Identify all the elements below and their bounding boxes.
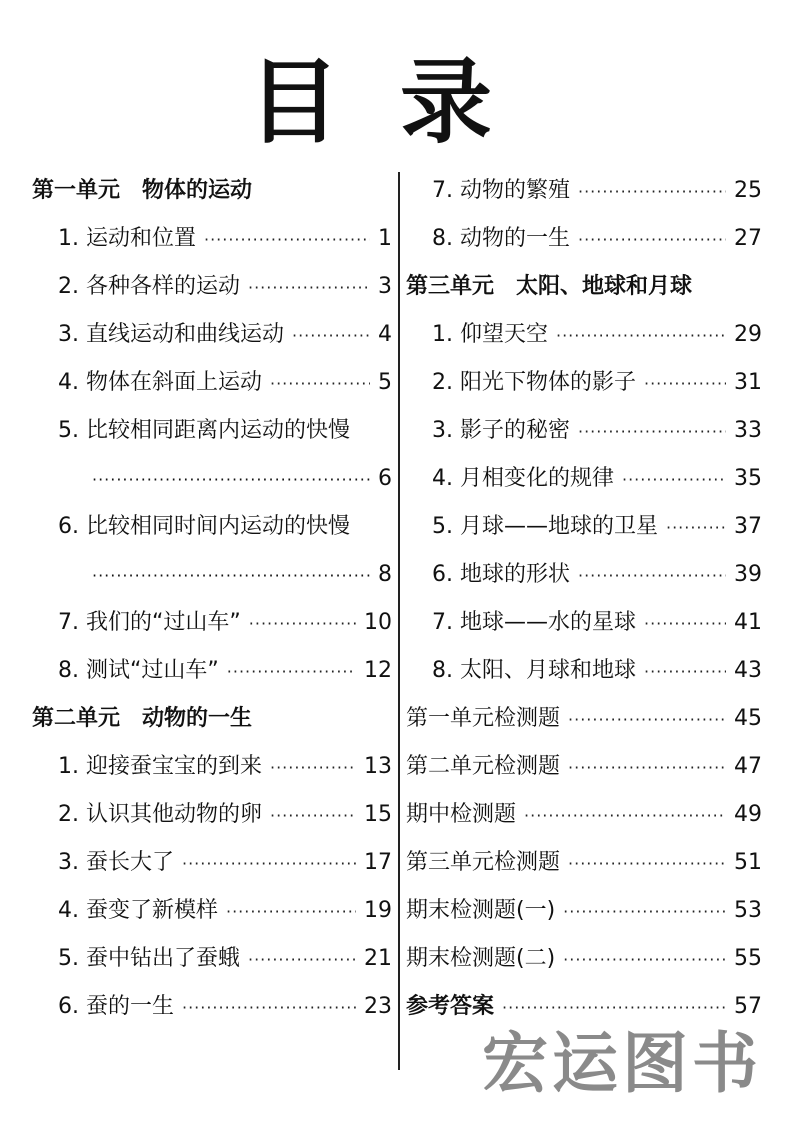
toc-entry[interactable] xyxy=(406,652,762,700)
leader-dots xyxy=(270,797,356,835)
toc-entry-page: 10 xyxy=(364,610,392,635)
column-divider xyxy=(398,172,400,1070)
toc-entry-label: 第二单元检测题 xyxy=(406,754,561,779)
toc-entry-label: 2. 阳光下物体的影子 xyxy=(432,370,636,395)
toc-entry-label: 4. 月相变化的规律 xyxy=(432,466,614,491)
leader-dots xyxy=(270,365,370,403)
toc-entry-page: 8 xyxy=(378,562,392,587)
toc-entry-label: 6. 蚕的一生 xyxy=(58,994,174,1019)
leader-dots xyxy=(568,701,726,739)
leader-dots xyxy=(248,941,356,979)
leader-dots xyxy=(578,557,726,595)
toc-entry-page: 47 xyxy=(734,754,762,779)
toc-entry-page: 29 xyxy=(734,322,762,347)
toc-right-column xyxy=(406,172,762,1036)
toc-entry-page: 41 xyxy=(734,610,762,635)
toc-entry[interactable] xyxy=(32,988,392,1036)
toc-entry-label: 7. 我们的“过山车” xyxy=(58,610,241,635)
toc-entry[interactable] xyxy=(32,796,392,844)
toc-entry[interactable] xyxy=(406,460,762,508)
toc-entry[interactable] xyxy=(406,364,762,412)
toc-entry[interactable] xyxy=(32,652,392,700)
toc-entry-page: 6 xyxy=(378,466,392,491)
toc-entry-label: 8. 动物的一生 xyxy=(432,226,570,251)
leader-dots xyxy=(182,845,356,883)
toc-entry[interactable] xyxy=(32,748,392,796)
leader-dots xyxy=(204,221,370,259)
toc-entry-label: 6. 比较相同时间内运动的快慢 xyxy=(58,514,350,539)
toc-entry-page: 35 xyxy=(734,466,762,491)
toc-entry[interactable] xyxy=(32,412,392,508)
toc-entry[interactable] xyxy=(32,940,392,988)
leader-dots xyxy=(502,989,726,1027)
unit-heading: 第三单元 太阳、地球和月球 xyxy=(406,274,693,299)
leader-dots xyxy=(249,605,356,643)
toc-entry[interactable] xyxy=(32,268,392,316)
toc-entry[interactable] xyxy=(32,364,392,412)
toc-entry-test[interactable] xyxy=(406,700,762,748)
leader-dots xyxy=(578,173,726,211)
toc-entry[interactable] xyxy=(32,844,392,892)
toc-entry-page: 5 xyxy=(378,370,392,395)
toc-entry-page: 39 xyxy=(734,562,762,587)
toc-entry-label: 8. 测试“过山车” xyxy=(58,658,219,683)
toc-entry-page: 15 xyxy=(364,802,392,827)
toc-entry[interactable] xyxy=(32,604,392,652)
leader-dots xyxy=(556,317,726,355)
leader-dots xyxy=(270,749,356,787)
publisher-watermark: 宏运图书 xyxy=(482,1025,762,1102)
toc-entry-label: 4. 蚕变了新模样 xyxy=(58,898,218,923)
toc-entry-label: 5. 比较相同距离内运动的快慢 xyxy=(58,418,350,443)
leader-dots xyxy=(292,317,370,355)
leader-dots xyxy=(568,845,726,883)
toc-entry[interactable] xyxy=(406,172,762,220)
toc-entry[interactable] xyxy=(406,556,762,604)
toc-entry-test[interactable] xyxy=(406,748,762,796)
leader-dots xyxy=(578,413,726,451)
leader-dots xyxy=(182,989,356,1027)
toc-entry-page: 45 xyxy=(734,706,762,731)
toc-entry-page: 49 xyxy=(734,802,762,827)
toc-entry-page: 57 xyxy=(734,994,762,1019)
toc-left-column xyxy=(32,172,392,1036)
toc-entry-label: 1. 运动和位置 xyxy=(58,226,196,251)
unit-heading: 第一单元 物体的运动 xyxy=(32,178,253,203)
leader-dots xyxy=(644,653,726,691)
toc-entry-page: 4 xyxy=(378,322,392,347)
toc-entry-page: 23 xyxy=(364,994,392,1019)
toc-entry-page: 25 xyxy=(734,178,762,203)
toc-entry-label: 期末检测题(一) xyxy=(406,898,556,923)
toc-entry[interactable] xyxy=(32,892,392,940)
leader-dots xyxy=(248,269,370,307)
toc-entry-label: 期末检测题(二) xyxy=(406,946,556,971)
toc-entry[interactable] xyxy=(406,316,762,364)
toc-entry-label: 5. 月球——地球的卫星 xyxy=(432,514,658,539)
leader-dots xyxy=(644,365,726,403)
toc-entry-test[interactable] xyxy=(406,940,762,988)
toc-entry[interactable] xyxy=(32,508,392,604)
toc-entry-label: 8. 太阳、月球和地球 xyxy=(432,658,636,683)
leader-dots xyxy=(563,893,726,931)
toc-entry-page: 13 xyxy=(364,754,392,779)
toc-entry-label: 4. 物体在斜面上运动 xyxy=(58,370,262,395)
unit-heading: 第二单元 动物的一生 xyxy=(32,706,253,731)
toc-entry-label: 2. 认识其他动物的卵 xyxy=(58,802,262,827)
toc-entry[interactable] xyxy=(406,220,762,268)
leader-dots xyxy=(563,941,726,979)
toc-entry[interactable] xyxy=(406,604,762,652)
toc-entry-label: 6. 地球的形状 xyxy=(432,562,570,587)
toc-entry-page: 55 xyxy=(734,946,762,971)
toc-entry-page: 33 xyxy=(734,418,762,443)
toc-entry-page: 19 xyxy=(364,898,392,923)
toc-entry-label: 5. 蚕中钻出了蚕蛾 xyxy=(58,946,240,971)
toc-entry-label: 第三单元检测题 xyxy=(406,850,561,875)
leader-dots xyxy=(92,461,370,499)
toc-entry-label: 3. 直线运动和曲线运动 xyxy=(58,322,284,347)
leader-dots xyxy=(578,221,726,259)
toc-entry-label: 第一单元检测题 xyxy=(406,706,561,731)
leader-dots xyxy=(227,653,356,691)
toc-entry-label: 2. 各种各样的运动 xyxy=(58,274,240,299)
leader-dots xyxy=(666,509,726,547)
toc-entry-label: 7. 地球——水的星球 xyxy=(432,610,636,635)
toc-entry-page: 12 xyxy=(364,658,392,683)
toc-entry-label: 3. 蚕长大了 xyxy=(58,850,174,875)
toc-entry[interactable] xyxy=(406,508,762,556)
toc-entry-label: 期中检测题 xyxy=(406,802,517,827)
toc-entry[interactable] xyxy=(32,316,392,364)
toc-entry-page: 27 xyxy=(734,226,762,251)
leader-dots xyxy=(568,749,726,787)
toc-entry-label: 1. 仰望天空 xyxy=(432,322,548,347)
leader-dots xyxy=(622,461,726,499)
toc-entry-page: 51 xyxy=(734,850,762,875)
toc-entry-test[interactable] xyxy=(406,892,762,940)
toc-entry-label: 参考答案 xyxy=(406,994,495,1019)
leader-dots xyxy=(226,893,356,931)
leader-dots xyxy=(524,797,726,835)
toc-entry-page: 1 xyxy=(378,226,392,251)
leader-dots xyxy=(92,557,370,595)
toc-entry-page: 3 xyxy=(378,274,392,299)
toc-entry-page: 43 xyxy=(734,658,762,683)
toc-entry-label: 7. 动物的繁殖 xyxy=(432,178,570,203)
leader-dots xyxy=(644,605,726,643)
toc-entry-page: 21 xyxy=(364,946,392,971)
page-title: 目录 xyxy=(247,49,552,156)
toc-entry-page: 53 xyxy=(734,898,762,923)
toc-entry[interactable] xyxy=(406,412,762,460)
toc-entry[interactable] xyxy=(32,220,392,268)
toc-entry-test[interactable] xyxy=(406,844,762,892)
toc-entry-page: 17 xyxy=(364,850,392,875)
toc-entry-page: 37 xyxy=(734,514,762,539)
toc-entry-test[interactable] xyxy=(406,796,762,844)
toc-entry-page: 31 xyxy=(734,370,762,395)
toc-entry-label: 3. 影子的秘密 xyxy=(432,418,570,443)
toc-entry-label: 1. 迎接蚕宝宝的到来 xyxy=(58,754,262,779)
